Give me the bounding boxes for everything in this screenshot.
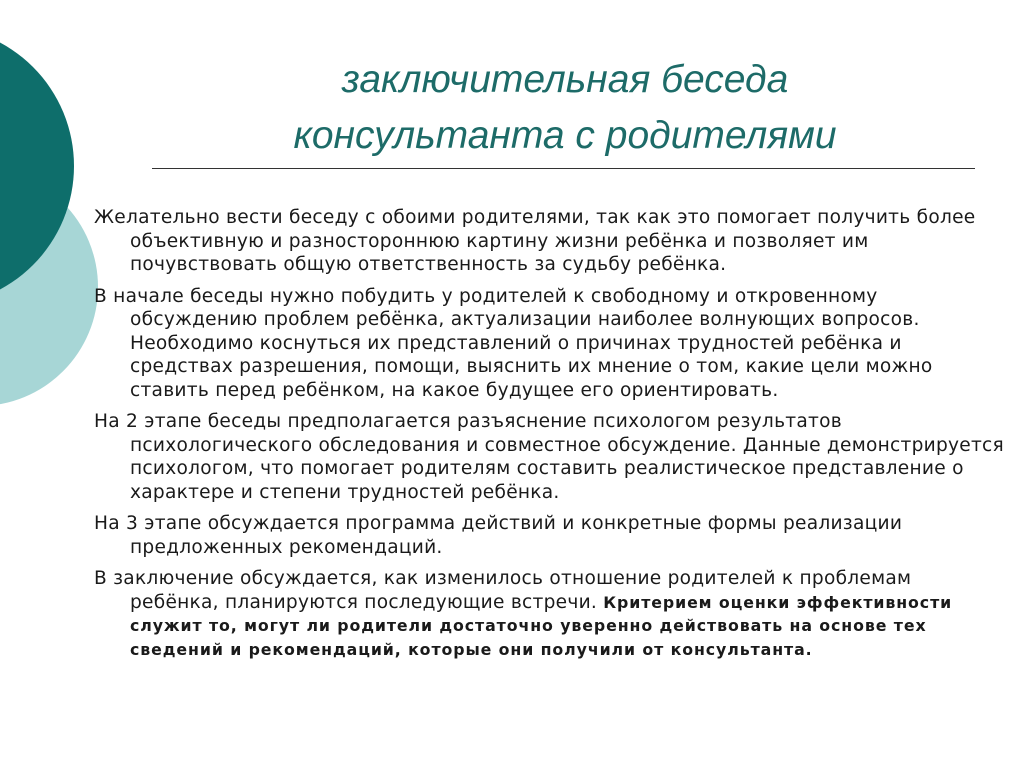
slide-title (150, 52, 980, 164)
slide-body (94, 206, 1004, 669)
paragraph-3: На 2 этапе беседы предполагается разъяснение психологом результатов психологического обследования и совместное обсуждение. Данные демонстрируется психологом, что помогает родителям составить реалистическое представление о характере и степени трудностей ребёнка. (94, 411, 1004, 503)
slide-title-line-1: заключительная беседа (341, 58, 789, 101)
slide-title-line-2: консультанта с родителями (293, 114, 837, 157)
paragraph-5-main: В заключение обсуждается, как изменилось отношение родителей к проблемам ребёнка, планируются последующие встречи. (94, 568, 912, 613)
paragraph-5-criterion: Критерием оценки эффективности служит то, могут ли родители достаточно уверенно действовать на основе тех сведений и рекомендаций, которые они получили от консультанта. (130, 592, 953, 659)
title-divider (152, 168, 975, 169)
paragraph-4: На 3 этапе обсуждается программа действий и конкретные формы реализации предложенных рекомендаций. (94, 513, 903, 558)
paragraph-5 (94, 567, 1004, 661)
paragraph-1: Желательно вести беседу с обоими родителями, так как это помогает получить более объективную и разностороннюю картину жизни ребёнка и позволяет им почувствовать общую ответственность за судьбу ребёнка. (94, 207, 976, 275)
paragraph-2: В начале беседы нужно побудить у родителей к свободному и откровенному обсуждению проблем ребёнка, актуализации наиболее волнующих вопросов. Необходимо коснуться их представлений о причинах трудностей ребёнка и средствах разрешения, помощи, выяснить их мнение о том, какие цели можно ставить перед ребёнком, на какое будущее его ориентировать. (94, 285, 933, 401)
